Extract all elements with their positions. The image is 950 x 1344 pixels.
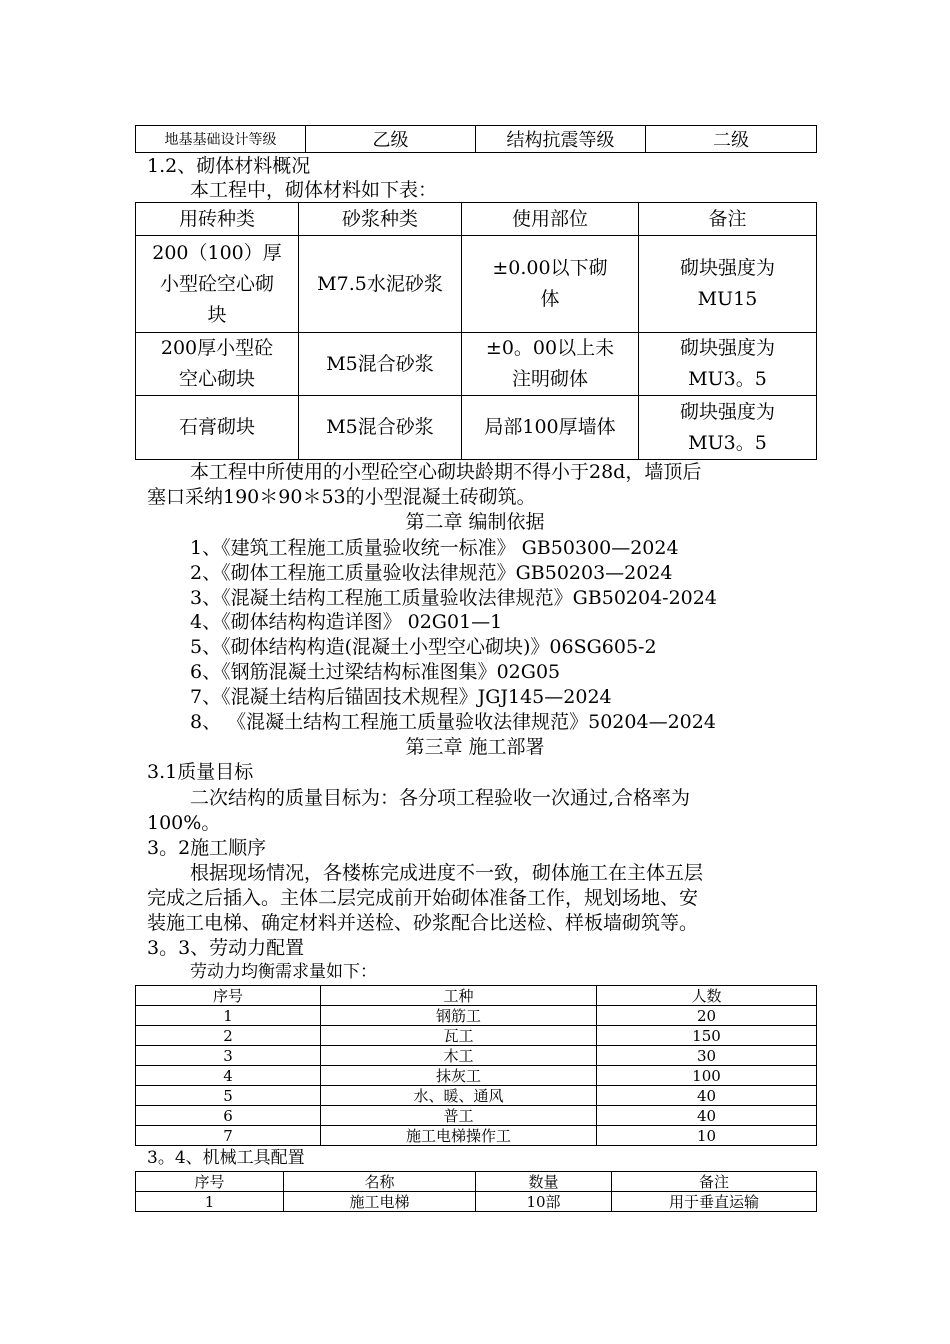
reference-item: 1、《建筑工程施工质量验收统一标准》 GB50300—2024: [190, 537, 679, 559]
table-cell: 石膏砌块: [136, 396, 299, 460]
table-header-row: [136, 203, 817, 236]
table-cell: 7: [136, 1126, 321, 1146]
masonry-material-table: [135, 202, 817, 460]
table-row: [136, 396, 817, 460]
paragraph-line: 完成之后插入。主体二层完成前开始砌体准备工作，规划场地、安: [147, 887, 699, 909]
column-header: 备注: [612, 1172, 817, 1192]
table-row: [136, 333, 817, 396]
paragraph-line: 根据现场情况，各楼栋完成进度不一致，砌体施工在主体五层: [190, 862, 704, 884]
paragraph-line: 二次结构的质量目标为：各分项工程验收一次通过,合格率为: [190, 787, 691, 809]
table-cell: 施工电梯: [284, 1192, 476, 1212]
column-header: 序号: [136, 1172, 284, 1192]
labor-table: [135, 985, 817, 1146]
table-row: [136, 236, 817, 333]
column-header: 数量: [476, 1172, 612, 1192]
table-cell: M7.5水泥砂浆: [299, 236, 462, 333]
table-cell: 4: [136, 1066, 321, 1086]
table-cell: 局部100厚墙体: [462, 396, 639, 460]
section-heading: 1.2、砌体材料概况: [147, 155, 311, 177]
table-row: [136, 1006, 817, 1026]
column-header: 备注: [639, 203, 817, 236]
cell-line: 块: [207, 303, 227, 326]
table-cell: 水、暖、通风: [321, 1086, 597, 1106]
table-cell: 结构抗震等级: [476, 126, 646, 153]
chapter-title: 第二章 编制依据: [405, 511, 545, 533]
table-cell: 10: [597, 1126, 817, 1146]
cell-line: 注明砌体: [511, 368, 588, 390]
cell-line: ±0.00以下砌: [492, 257, 608, 279]
reference-item: 8、 《混凝土结构工程施工质量验收法律规范》50204—2024: [190, 711, 716, 733]
section-heading: 3。4、机械工具配置: [147, 1148, 305, 1168]
table-row: [136, 1066, 817, 1086]
table-cell: [639, 236, 817, 333]
table-cell: [462, 333, 639, 396]
table-cell: 地基基础设计等级: [136, 126, 306, 153]
table-cell: 100: [597, 1066, 817, 1086]
table-cell: 1: [136, 1006, 321, 1026]
cell-line: MU15: [697, 288, 758, 310]
table-cell: 用于垂直运输: [612, 1192, 817, 1212]
table-cell: 乙级: [306, 126, 476, 153]
table-row: [136, 1192, 817, 1212]
table-row: [136, 1086, 817, 1106]
table-header-row: [136, 986, 817, 1006]
cell-line: MU3。5: [688, 368, 767, 390]
paragraph: 本工程中，砌体材料如下表：: [190, 179, 438, 201]
table-cell: 施工电梯操作工: [321, 1126, 597, 1146]
table-cell: 钢筋工: [321, 1006, 597, 1026]
cell-line: ±0。00以上未: [485, 337, 615, 359]
table-cell: [136, 333, 299, 396]
column-header: 人数: [597, 986, 817, 1006]
cell-line: MU3。5: [688, 431, 767, 454]
column-header: 名称: [284, 1172, 476, 1192]
column-header: 使用部位: [462, 203, 639, 236]
cell-line: 200（100）厚: [152, 241, 282, 264]
paragraph-line: 本工程中所使用的小型砼空心砌块龄期不得小于28d，墙顶后: [190, 461, 702, 483]
table-row: [136, 1046, 817, 1066]
table-cell: [136, 236, 299, 333]
paragraph-line: 装施工电梯、确定材料并送检、砂浆配合比送检、样板墙砌筑等。: [147, 912, 699, 934]
table-cell: M5混合砂浆: [299, 396, 462, 460]
column-header: 序号: [136, 986, 321, 1006]
paragraph-line: 100%。: [147, 812, 221, 834]
table-cell: 150: [597, 1026, 817, 1046]
table-cell: 1: [136, 1192, 284, 1212]
table-cell: 普工: [321, 1106, 597, 1126]
machinery-table: [135, 1171, 817, 1212]
table-cell: 3: [136, 1046, 321, 1066]
reference-item: 7、《混凝土结构后锚固技术规程》JGJ145—2024: [190, 686, 612, 708]
table-cell: 瓦工: [321, 1026, 597, 1046]
chapter-title: 第三章 施工部署: [405, 736, 545, 758]
cell-line: 砌块强度为: [679, 257, 775, 279]
reference-item: 5、《砌体结构构造(混凝土小型空心砌块)》06SG605-2: [190, 636, 657, 658]
column-header: 用砖种类: [136, 203, 299, 236]
reference-item: 4、《砌体结构构造详图》 02G01—1: [190, 611, 503, 633]
table-cell: 40: [597, 1086, 817, 1106]
table-cell: 20: [597, 1006, 817, 1026]
paragraph: 劳动力均衡需求量如下：: [190, 962, 377, 982]
table-cell: 40: [597, 1106, 817, 1126]
section-heading: 3。3、劳动力配置: [147, 937, 305, 959]
table-cell: [639, 333, 817, 396]
table-cell: 2: [136, 1026, 321, 1046]
cell-line: 200厚小型砼: [160, 337, 274, 359]
table-cell: M5混合砂浆: [299, 333, 462, 396]
column-header: 砂浆种类: [299, 203, 462, 236]
cell-line: 砌块强度为: [679, 337, 775, 359]
section-heading: 3。2施工顺序: [147, 837, 267, 859]
reference-item: 6、《钢筋混凝土过梁结构标准图集》02G05: [190, 661, 561, 683]
table-row: [136, 126, 817, 153]
table-cell: 抹灰工: [321, 1066, 597, 1086]
cell-line: 砌块强度为: [679, 400, 775, 423]
table-cell: 6: [136, 1106, 321, 1126]
cell-line: 小型砼空心砌: [159, 272, 274, 295]
column-header: 工种: [321, 986, 597, 1006]
cell-line: 体: [540, 288, 560, 310]
table-cell: 10部: [476, 1192, 612, 1212]
paragraph-line: 塞口采纳190＊90＊53的小型混凝土砖砌筑。: [147, 486, 536, 508]
section-heading: 3.1质量目标: [147, 761, 254, 783]
table-header-row: [136, 1172, 817, 1192]
cell-line: 空心砌块: [178, 368, 255, 390]
table-cell: 5: [136, 1086, 321, 1106]
reference-item: 3、《混凝土结构工程施工质量验收法律规范》GB50204-2024: [190, 587, 717, 609]
table-row: [136, 1126, 817, 1146]
table-cell: [639, 396, 817, 460]
table-cell: [462, 236, 639, 333]
table-row: [136, 1026, 817, 1046]
table-cell: 30: [597, 1046, 817, 1066]
table-cell: 二级: [646, 126, 817, 153]
design-grade-table: [135, 125, 817, 153]
table-cell: 木工: [321, 1046, 597, 1066]
table-row: [136, 1106, 817, 1126]
reference-item: 2、《砌体工程施工质量验收法律规范》GB50203—2024: [190, 562, 673, 584]
